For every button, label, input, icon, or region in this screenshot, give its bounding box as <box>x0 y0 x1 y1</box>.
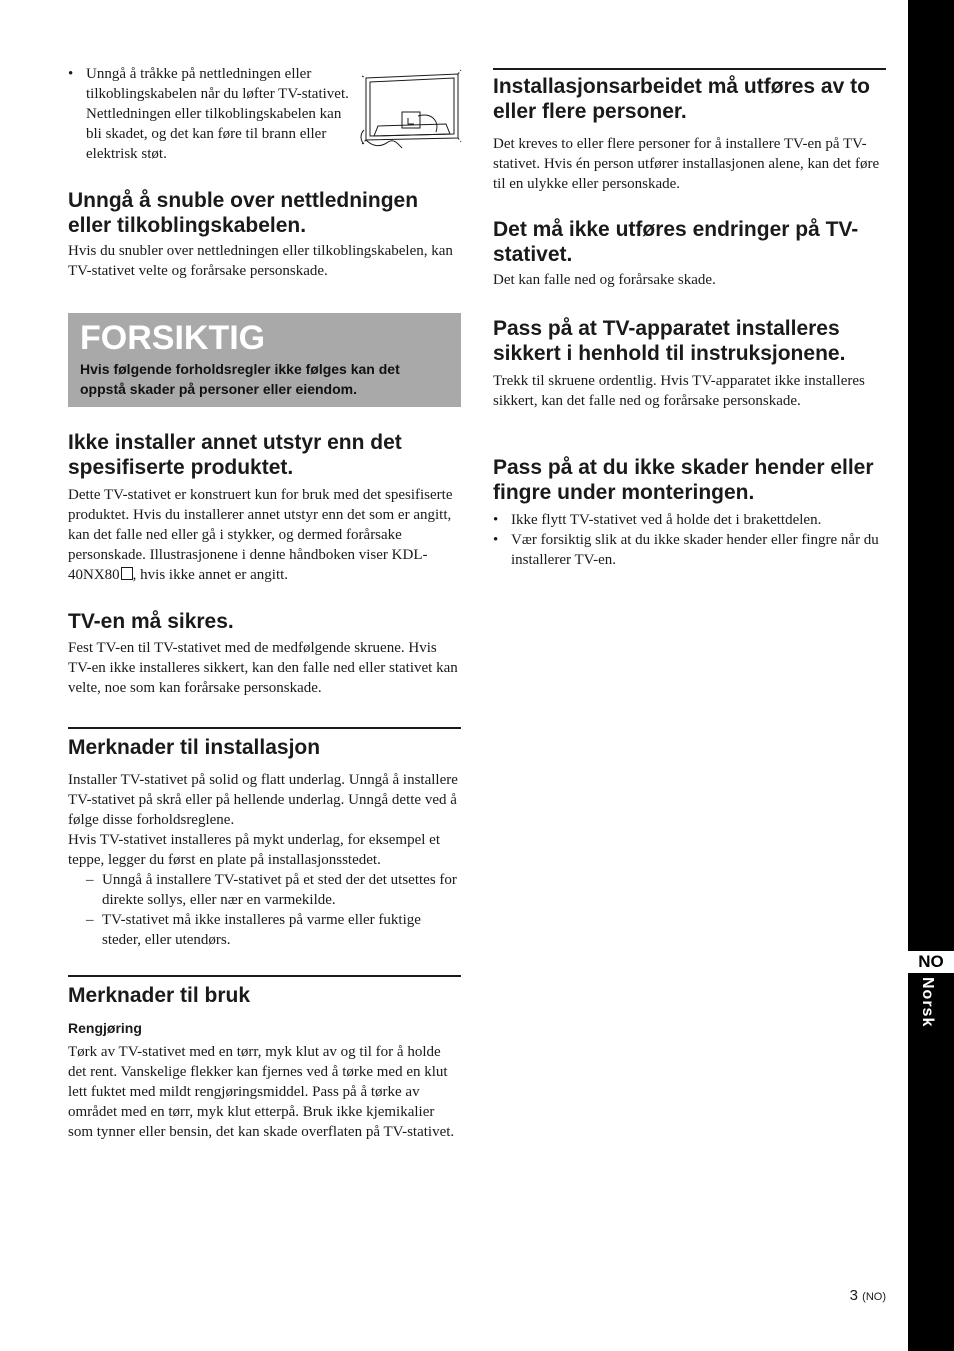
list-item: • Vær forsiktig slik at du ikke skader hender eller fingre når du installerer TV-en. <box>493 530 886 570</box>
section-use-notes <box>68 975 461 1142</box>
list-item: – Unngå å installere TV-stativet på et sted der det utsettes for direkte sollys, eller nær en varmekilde. <box>68 870 461 910</box>
cleaning-subheading: Rengjøring <box>68 1020 142 1036</box>
section-heading: Merknader til bruk <box>68 984 251 1007</box>
language-code: NO <box>908 951 954 973</box>
section-body: Hvis du snubler over nettledningen eller tilkoblingskabelen, kan TV-stativet velte og forårsake personskade. <box>68 243 453 279</box>
section-hands <box>493 455 886 570</box>
section-body: Tørk av TV-stativet med en tørr, myk klut av og til for å holde det rent. Vanskelige flekker kan fjernes ved å tørke med en klut lett fuktet med mildt rengjøringsmiddel. Pass på å tørke av området med en tørr, myk klut etterpå. Bruk ikke kjemikalier som tynner eller bensin, det kan skade overflaten på TV-stativet. <box>68 1044 455 1140</box>
page-number-suffix: (NO) <box>862 1291 886 1303</box>
caution-banner <box>68 313 461 407</box>
model-placeholder-box-icon <box>121 567 133 580</box>
section-heading: Merknader til installasjon <box>68 736 321 759</box>
section-heading: Ikke installer annet utstyr enn det spesifiserte produktet. <box>68 431 402 479</box>
section-secure <box>68 609 461 698</box>
section-body: Det kan falle ned og forårsake skade. <box>493 272 716 288</box>
install-paragraph-1: Installer TV-stativet på solid og flatt underlag. Unngå å installere TV-stativet på skrå eller på hellende underlag. Unngå dette ved å følge disse forholdsreglene. <box>68 772 458 828</box>
tv-stand-cable-icon <box>358 68 462 154</box>
list-item: – TV-stativet må ikke installeres på varme eller fuktige steder, eller utendørs. <box>68 910 461 950</box>
page-number-value: 3 <box>849 1287 858 1304</box>
section-body <box>68 485 461 585</box>
body-main: Dette TV-stativet er konstruert kun for bruk med det spesifiserte produktet. Hvis du installerer annet utstyr enn det som er angitt, kan det falle ned eller gå i stykker, og dermed forårsake personskade. Illustrasjonene i denne håndboken viser KDL-40NX80 <box>68 487 453 583</box>
section-heading: Installasjonsarbeidet må utføres av to eller flere personer. <box>493 75 870 123</box>
section-body: Det kreves to eller flere personer for å installere TV-en på TV-stativet. Hvis én person utfører installasjonen alene, kan det føre til en ulykke eller personskade. <box>493 136 880 192</box>
section-no-changes <box>493 217 886 290</box>
section-heading: TV-en må sikres. <box>68 610 234 633</box>
body-tail: , hvis ikke annet er angitt. <box>132 567 289 583</box>
list-item: • Ikke flytt TV-stativet ved å holde det i brakettdelen. <box>493 510 886 530</box>
page-number <box>800 1287 886 1304</box>
install-paragraph-2: Hvis TV-stativet installeres på mykt underlag, for eksempel et teppe, legger du først en plate på installasjonsstedet. <box>68 832 440 868</box>
caution-subtitle: Hvis følgende forholdsregler ikke følges kan det oppstå skader på personer eller eiendom. <box>80 361 400 397</box>
tv-stand-cable-illustration <box>358 68 462 154</box>
section-heading: Unngå å snuble over nettledningen eller tilkoblingskabelen. <box>68 189 419 237</box>
bullet-text: • Unngå å tråkke på nettledningen eller tilkoblingskabelen når du løfter TV-stativet. Nettledningen eller tilkoblingskabelen kan bli skadet, og det kan føre til brann eller elektrisk støt. <box>68 64 353 164</box>
section-instructions <box>493 316 886 411</box>
section-heading: Det må ikke utføres endringer på TV-stativet. <box>493 218 859 266</box>
section-two-persons <box>493 68 886 194</box>
section-other-equipment <box>68 430 461 585</box>
section-heading: Pass på at du ikke skader hender eller fingre under monteringen. <box>493 456 874 504</box>
section-body: Fest TV-en til TV-stativet med de medfølgende skruene. Hvis TV-en ikke installeres sikkert, kan den falle ned eller stativet kan velte, noe som kan forårsake personskade. <box>68 640 458 696</box>
language-name: Norsk <box>919 977 936 1028</box>
section-heading: Pass på at TV-apparatet installeres sikkert i henhold til instruksjonene. <box>493 317 846 365</box>
language-side-tab <box>908 0 954 1351</box>
section-body: Trekk til skruene ordentlig. Hvis TV-apparatet ikke installeres sikkert, kan det falle ned og forårsake personskade. <box>493 373 865 409</box>
cable-warning-bullet <box>68 64 353 164</box>
section-trip <box>68 188 461 281</box>
caution-title: FORSIKTIG <box>80 319 266 357</box>
section-install-notes <box>68 727 461 950</box>
